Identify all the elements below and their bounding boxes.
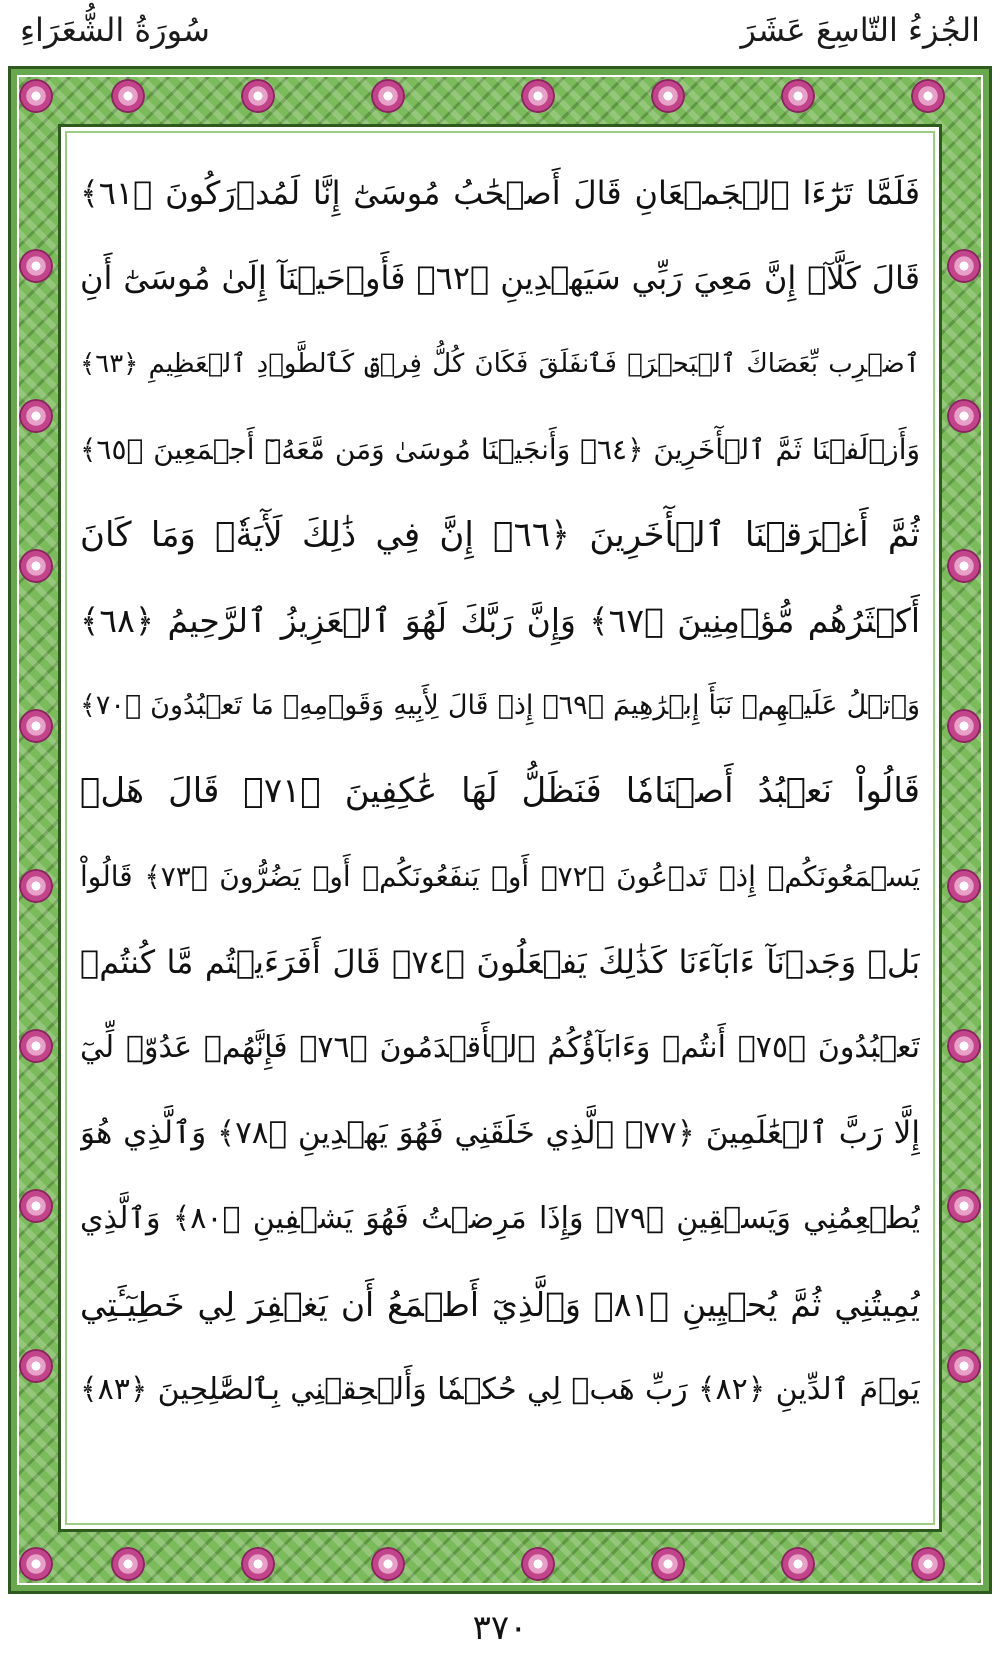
flower-ornament-icon [781, 1547, 815, 1581]
flower-ornament-icon [19, 1029, 53, 1063]
verse-line [80, 1005, 920, 1091]
flower-ornament-icon [111, 79, 145, 113]
flower-ornament-icon [947, 1349, 981, 1383]
flower-ornament-icon [947, 709, 981, 743]
verse-line [80, 578, 920, 664]
verse-line-text: يَسۡمَعُونَكُمۡ إِذۡ تَدۡعُونَ ﴿٧٢﴾ أَوۡ يَنفَعُونَكُمۡ أَوۡ يَضُرُّونَ ﴿٧٣﴾ قَالُواْ [80, 860, 920, 894]
verse-line [80, 1091, 920, 1177]
verse-line [80, 236, 920, 322]
verse-line [80, 749, 920, 835]
verse-line [80, 920, 920, 1006]
verse-line-text: قَالَ كَلَّآۖ إِنَّ مَعِيَ رَبِّي سَيَهۡدِينِ ﴿٦٢﴾ فَأَوۡحَيۡنَآ إِلَىٰ مُوسَىٰٓ أَنِ [80, 259, 920, 298]
verses-body [80, 150, 920, 1433]
flower-ornament-icon [911, 79, 945, 113]
flower-ornament-icon [19, 399, 53, 433]
flower-ornament-icon [111, 1547, 145, 1581]
flower-ornament-icon [521, 79, 555, 113]
flower-ornament-icon [947, 549, 981, 583]
flower-ornament-icon [19, 1349, 53, 1383]
verse-line-text: يَوۡمَ ٱلدِّينِ ﴿٨٢﴾ رَبِّ هَبۡ لِي حُكۡمٗا وَأَلۡحِقۡنِي بِٱلصَّٰلِحِينَ ﴿٨٣﴾ [80, 1372, 920, 1408]
flower-ornament-icon [651, 79, 685, 113]
flower-ornament-icon [19, 709, 53, 743]
verse-line-text: قَالُواْ نَعۡبُدُ أَصۡنَامٗا فَنَظَلُّ لَهَا عَٰكِفِينَ ﴿٧١﴾ قَالَ هَلۡ [80, 771, 920, 812]
page-number: ٣٧٠ [472, 1608, 528, 1648]
verse-line [80, 492, 920, 578]
verse-line-text: يُطۡعِمُنِي وَيَسۡقِينِ ﴿٧٩﴾ وَإِذَا مَرِضۡتُ فَهُوَ يَشۡفِينِ ﴿٨٠﴾ وَٱلَّذِي [80, 1201, 920, 1237]
verse-line-text: إِلَّا رَبَّ ٱلۡعَٰلَمِينَ ﴿٧٧﴾ ٱلَّذِي خَلَقَنِي فَهُوَ يَهۡدِينِ ﴿٧٨﴾ وَٱلَّذِي هُوَ [80, 1115, 920, 1152]
flower-ornament-icon [19, 79, 53, 113]
verse-line [80, 663, 920, 749]
verse-line-text: فَلَمَّا تَرَٰٓءَا ٱلۡجَمۡعَانِ قَالَ أَصۡحَٰبُ مُوسَىٰٓ إِنَّا لَمُدۡرَكُونَ ﴿٦١﴾ [80, 173, 920, 212]
verse-line [80, 321, 920, 407]
flower-ornament-icon [947, 399, 981, 433]
flower-ornament-icon [19, 1547, 53, 1581]
verse-line [80, 1347, 920, 1433]
flower-ornament-icon [19, 249, 53, 283]
verse-line [80, 150, 920, 236]
flower-ornament-icon [371, 79, 405, 113]
surah-title: سُورَةُ الشُّعَرَاءِ [20, 11, 210, 49]
verse-line-text: وَأَزۡلَفۡنَا ثَمَّ ٱلۡأٓخَرِينَ ﴿٦٤﴾ وَأَنجَيۡنَا مُوسَىٰ وَمَن مَّعَهُۥٓ أَجۡمَعِينَ ﴿٦٥﴾ [80, 432, 920, 466]
verse-line-text: ٱضۡرِب بِّعَصَاكَ ٱلۡبَحۡرَۖ فَٱنفَلَقَ فَكَانَ كُلُّ فِرۡقٖ كَٱلطَّوۡدِ ٱلۡعَظِيمِ ﴿٦٣﴾ [80, 348, 920, 379]
flower-ornament-icon [947, 1189, 981, 1223]
verse-line-text: وَٱتۡلُ عَلَيۡهِمۡ نَبَأَ إِبۡرَٰهِيمَ ﴿٦٩﴾ إِذۡ قَالَ لِأَبِيهِ وَقَوۡمِهِۦ مَا تَعۡبُدُونَ ﴿٧٠﴾ [80, 690, 920, 722]
verse-line [80, 1262, 920, 1348]
flower-ornament-icon [911, 1547, 945, 1581]
verse-line-text: تَعۡبُدُونَ ﴿٧٥﴾ أَنتُمۡ وَءَابَآؤُكُمُ ٱلۡأَقۡدَمُونَ ﴿٧٦﴾ فَإِنَّهُمۡ عَدُوّٞ لِّيٓ [80, 1030, 920, 1066]
flower-ornament-icon [19, 869, 53, 903]
flower-ornament-icon [19, 1189, 53, 1223]
flower-ornament-icon [947, 869, 981, 903]
juz-title: الجُزءُ التّاسِعَ عَشَرَ [740, 11, 980, 49]
verse-line-text: ثُمَّ أَغۡرَقۡنَا ٱلۡأٓخَرِينَ ﴿٦٦﴾ إِنَّ فِي ذَٰلِكَ لَأٓيَةٗۖ وَمَا كَانَ [80, 515, 920, 556]
verse-line [80, 1176, 920, 1262]
verse-line-text: يُمِيتُنِي ثُمَّ يُحۡيِينِ ﴿٨١﴾ وَٱلَّذِيٓ أَطۡمَعُ أَن يَغۡفِرَ لِي خَطِيٓـَٔتِي [80, 1284, 920, 1324]
flower-ornament-icon [371, 1547, 405, 1581]
flower-ornament-icon [947, 249, 981, 283]
verse-line-text: أَكۡثَرُهُم مُّؤۡمِنِينَ ﴿٦٧﴾ وَإِنَّ رَبَّكَ لَهُوَ ٱلۡعَزِيزُ ٱلرَّحِيمُ ﴿٦٨﴾ [80, 600, 920, 640]
flower-ornament-icon [781, 79, 815, 113]
verse-line-text: بَلۡ وَجَدۡنَآ ءَابَآءَنَا كَذَٰلِكَ يَفۡعَلُونَ ﴿٧٤﴾ قَالَ أَفَرَءَيۡتُم مَّا كُنتُمۡ [80, 943, 920, 982]
verse-line [80, 407, 920, 493]
flower-ornament-icon [241, 79, 275, 113]
flower-ornament-icon [241, 1547, 275, 1581]
flower-ornament-icon [947, 1029, 981, 1063]
verse-line [80, 834, 920, 920]
flower-ornament-icon [521, 1547, 555, 1581]
flower-ornament-icon [651, 1547, 685, 1581]
flower-ornament-icon [19, 549, 53, 583]
